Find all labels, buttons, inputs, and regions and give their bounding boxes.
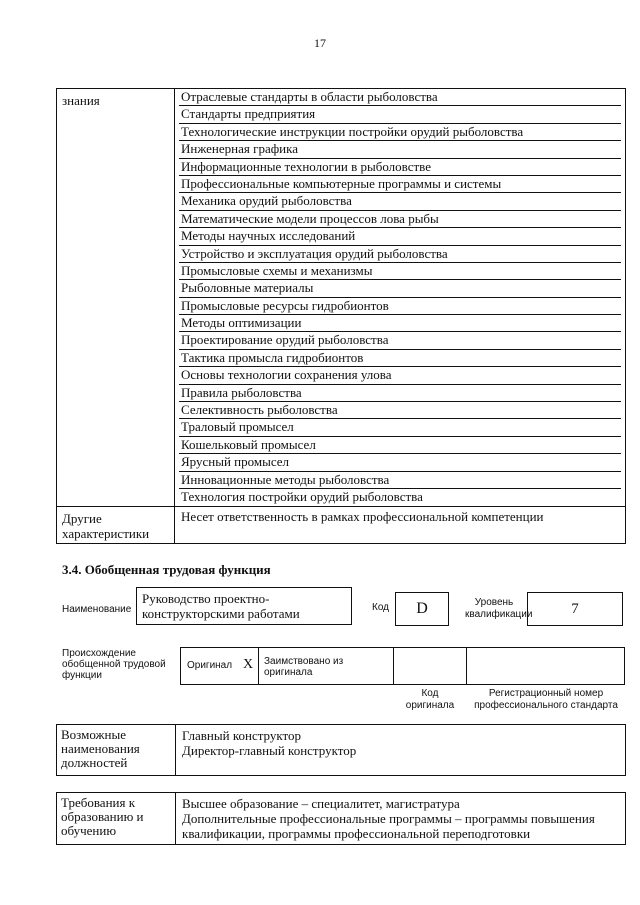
knowledge-table <box>56 88 626 544</box>
possible-titles-values <box>176 725 626 776</box>
education-item: Высшее образование – специалитет, магистратура <box>182 796 460 811</box>
code-label: Код <box>372 602 390 613</box>
qualification-level-label: Уровень квалификации <box>465 597 533 620</box>
section-heading: 3.4. Обобщенная трудовая функция <box>62 562 271 577</box>
knowledge-item: Механика орудий рыболовства <box>179 193 621 210</box>
origin-original-label: Оригинал <box>187 660 233 671</box>
knowledge-item: Траловый промысел <box>179 419 621 436</box>
possible-titles-label: Возможные наименования должностей <box>57 725 176 776</box>
education-label: Требования к образованию и обучению <box>57 793 176 845</box>
knowledge-item: Математические модели процессов лова рыбы <box>179 211 621 228</box>
knowledge-item: Ярусный промысел <box>179 454 621 471</box>
qualification-level-field: 7 <box>527 592 623 626</box>
knowledge-item: Селективность рыболовства <box>179 402 621 419</box>
knowledge-item: Промысловые ресурсы гидробионтов <box>179 298 621 315</box>
knowledge-item: Правила рыболовства <box>179 385 621 402</box>
other-characteristics-label: Другие характеристики <box>57 507 175 544</box>
title-item: Главный конструктор <box>182 728 302 743</box>
knowledge-label: знания <box>57 89 175 507</box>
knowledge-item: Профессиональные компьютерные программы и системы <box>179 176 621 193</box>
original-code-caption: Код оригинала <box>405 688 455 711</box>
knowledge-list <box>175 89 626 507</box>
divider <box>393 647 394 685</box>
knowledge-item: Проектирование орудий рыболовства <box>179 332 621 349</box>
registration-number-caption: Регистрационный номер профессионального стандарта <box>474 688 618 711</box>
knowledge-item: Инженерная графика <box>179 141 621 158</box>
origin-label: Происхождение обобщенной трудовой функции <box>62 648 166 681</box>
knowledge-item: Основы технологии сохранения улова <box>179 367 621 384</box>
origin-original-mark: X <box>243 657 254 672</box>
page-number: 17 <box>314 36 326 50</box>
knowledge-item: Кошельковый промысел <box>179 437 621 454</box>
knowledge-item: Отраслевые стандарты в области рыболовства <box>179 89 621 106</box>
divider <box>466 647 467 685</box>
knowledge-item: Технологические инструкции постройки орудий рыболовства <box>179 124 621 141</box>
knowledge-item: Технология постройки орудий рыболовства <box>181 488 423 504</box>
education-values <box>176 793 626 845</box>
knowledge-item: Информационные технологии в рыболовстве <box>179 159 621 176</box>
knowledge-item: Методы научных исследований <box>179 228 621 245</box>
function-name-field: Руководство проектно-конструкторскими работами <box>136 587 352 625</box>
divider <box>258 647 259 685</box>
other-characteristics-value: Несет ответственность в рамках профессиональной компетенции <box>175 507 626 544</box>
education-item: Дополнительные профессиональные программы – программы повышения квалификации, программы профессиональной переподготовки <box>182 811 595 841</box>
knowledge-item: Стандарты предприятия <box>179 106 621 123</box>
knowledge-item: Рыболовные материалы <box>179 280 621 297</box>
knowledge-item: Устройство и эксплуатация орудий рыболовства <box>179 246 621 263</box>
knowledge-item: Инновационные методы рыболовства <box>179 472 621 489</box>
knowledge-item: Методы оптимизации <box>179 315 621 332</box>
function-code-field: D <box>395 592 449 626</box>
possible-titles-table <box>56 724 626 776</box>
origin-borrowed-label: Заимствовано из оригинала <box>264 656 344 678</box>
knowledge-item: Тактика промысла гидробионтов <box>179 350 621 367</box>
education-requirements-table <box>56 792 626 845</box>
knowledge-item: Промысловые схемы и механизмы <box>179 263 621 280</box>
title-item: Директор-главный конструктор <box>182 743 357 758</box>
name-label: Наименование <box>62 604 132 615</box>
